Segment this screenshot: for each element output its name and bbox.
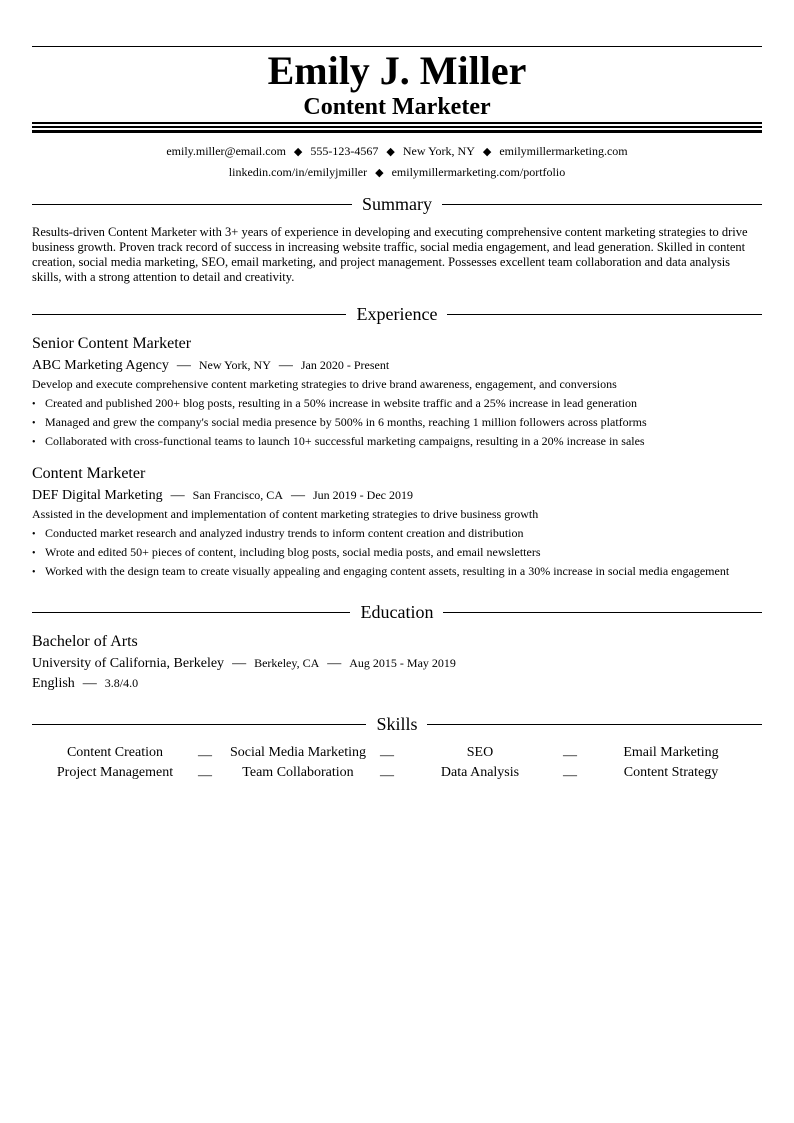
degree-title: Bachelor of Arts [32, 633, 138, 650]
section-title: Experience [356, 304, 438, 324]
skill-item: Social Media Marketing [229, 745, 367, 760]
job-title: Senior Content Marketer [32, 335, 192, 352]
portfolio-link[interactable]: emilymillermarketing.com/portfolio [391, 165, 566, 179]
skill-separator: — [563, 768, 577, 783]
bullet-icon: • [32, 567, 36, 578]
section-header-experience [32, 304, 762, 326]
skill-item: Team Collaboration [242, 765, 354, 780]
skill-item: Content Strategy [623, 765, 719, 780]
skill-separator: — [380, 748, 394, 763]
section-title: Summary [362, 194, 432, 214]
section-header-skills [32, 714, 762, 736]
job-dates: Jun 2019 - Dec 2019 [312, 488, 413, 502]
bullet-icon: • [32, 399, 36, 410]
bullet-icon: • [32, 418, 36, 429]
summary-text: Results-driven Content Marketer with 3+ years of experience in developing and executing comprehensive content marketing strategies to drive business growth. Proven track record of success in increasing website traffic, social media engagement, and lead generation. Skilled in content creation, social media marketing, SEO, email marketing, and project management. Possesses excellent team collaboration and data analysis skills, with a strong attention to detail and creativity. [32, 225, 748, 284]
diamond-icon: ◆ [386, 146, 395, 158]
dash-separator: — [327, 656, 342, 671]
section-header-summary [32, 194, 762, 216]
contact-line-2 [32, 165, 762, 180]
header-rule [32, 130, 762, 133]
phone-text[interactable]: 555-123-4567 [310, 144, 379, 158]
skill-item: Email Marketing [623, 745, 719, 760]
section-title: Education [360, 602, 434, 622]
diamond-icon: ◆ [293, 146, 303, 158]
job-org-line [32, 357, 389, 374]
header-rule [32, 126, 762, 128]
candidate-name: Emily J. Miller [267, 48, 527, 93]
school-name: University of California, Berkeley [32, 656, 225, 671]
dash-separator: — [290, 488, 305, 503]
job-location: New York, NY [198, 358, 271, 372]
job-description: Assisted in the development and implementation of content marketing strategies to drive business growth [32, 507, 539, 521]
list-item: • Worked with the design team to create visually appealing and engaging content assets, resulting in a 30% increase in social media engagement [32, 564, 730, 578]
location-text: New York, NY [402, 144, 475, 158]
school-dates: Aug 2015 - May 2019 [349, 656, 456, 670]
linkedin-link[interactable]: linkedin.com/in/emilyjmiller [228, 165, 368, 179]
company-name: ABC Marketing Agency [32, 358, 169, 373]
skill-item: Data Analysis [440, 765, 520, 780]
header-rule [32, 122, 762, 124]
skill-separator: — [198, 748, 212, 763]
skill-separator: — [198, 768, 212, 783]
contact-line-1 [32, 144, 762, 159]
dash-separator: — [82, 676, 97, 691]
job-dates: Jan 2020 - Present [300, 358, 390, 372]
list-item: • Conducted market research and analyzed industry trends to inform content creation and distribution [32, 526, 524, 540]
company-name: DEF Digital Marketing [32, 488, 163, 503]
diamond-icon: ◆ [375, 167, 384, 179]
bullet-icon: • [32, 529, 36, 540]
skill-item: SEO [466, 745, 494, 760]
skill-separator: — [380, 768, 394, 783]
section-title: Skills [376, 714, 418, 734]
job-org-line [32, 487, 413, 504]
section-rule [427, 724, 762, 725]
website-link[interactable]: emilymillermarketing.com [499, 144, 628, 158]
dash-separator: — [232, 656, 247, 671]
bullet-icon: • [32, 548, 36, 559]
list-item: • Collaborated with cross-functional teams to launch 10+ successful marketing campaigns, resulting in a 20% increase in sales [32, 434, 645, 448]
section-rule [443, 612, 762, 613]
skill-item: Content Creation [66, 745, 164, 760]
dash-separator: — [176, 358, 191, 373]
section-rule [442, 204, 762, 205]
school-location: Berkeley, CA [254, 656, 320, 670]
job-location: San Francisco, CA [192, 488, 283, 502]
job-title: Content Marketer [32, 465, 146, 482]
school-line [32, 655, 456, 672]
email-link[interactable]: emily.miller@email.com [166, 144, 286, 158]
dash-separator: — [278, 358, 293, 373]
list-item: • Managed and grew the company's social media presence by 500% in 6 months, reaching 1 million followers across platforms [32, 415, 647, 429]
dash-separator: — [170, 488, 185, 503]
list-item: • Created and published 200+ blog posts, resulting in a 50% increase in website traffic and a 25% increase in lead generation [32, 396, 638, 410]
skill-item: Project Management [56, 765, 174, 780]
major-line [32, 675, 138, 692]
section-header-education [32, 602, 762, 624]
job-description: Develop and execute comprehensive content marketing strategies to drive brand awareness, engagement, and conversions [32, 377, 617, 391]
major: English [32, 676, 75, 691]
diamond-icon: ◆ [482, 146, 492, 158]
section-rule [447, 314, 762, 315]
list-item: • Wrote and edited 50+ pieces of content, including blog posts, social media posts, and email newsletters [32, 545, 541, 559]
gpa: 3.8/4.0 [104, 676, 139, 690]
bullet-icon: • [32, 437, 36, 448]
skill-separator: — [563, 748, 577, 763]
candidate-title: Content Marketer [303, 94, 491, 120]
